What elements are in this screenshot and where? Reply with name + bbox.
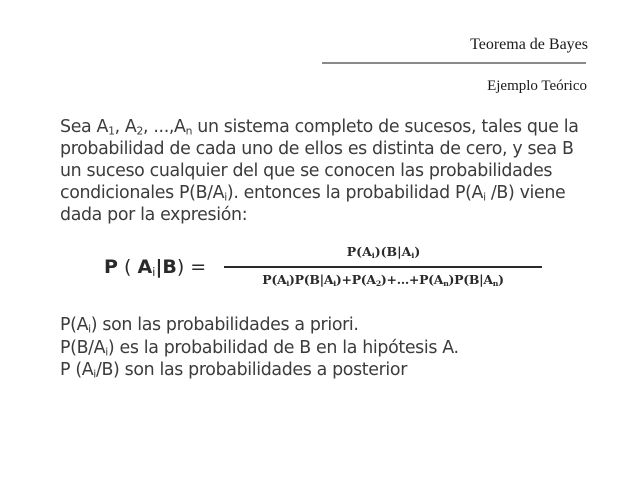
definition-prior (60, 314, 600, 337)
statement-text: un sistema completo de sucesos, tales que la probabilidad de cada uno de ellos es distinta de cero, y sea B un suceso cualquier del que se conocen las probabilidades condicionales P(B/A (60, 117, 579, 203)
formula-a: A (137, 256, 153, 278)
theorem-statement (60, 116, 600, 226)
numerator-text: P(A (346, 244, 372, 259)
subscript: i (88, 322, 91, 336)
subscript: n (492, 278, 499, 288)
definition-text: P(B/A (60, 337, 106, 358)
header-divider (322, 62, 586, 64)
subscript: i (224, 190, 227, 204)
formula-given-b: |B (155, 256, 177, 278)
statement-text: ). entonces la probabilidad P(A (226, 183, 484, 203)
subscript: i (371, 250, 375, 260)
fraction-bar (224, 266, 542, 268)
denominator-text: )P(B|A (448, 272, 493, 287)
subscript: i (93, 367, 96, 381)
formula-denominator (222, 272, 544, 287)
statement-text: , A (114, 117, 137, 137)
subscript: i (333, 278, 336, 288)
subscript: n (185, 124, 193, 138)
header-title: Teorema de Bayes (470, 36, 588, 53)
subscript: i (483, 190, 486, 204)
subscript: 2 (375, 278, 381, 288)
subscript: 2 (136, 124, 143, 138)
numerator-text: ) (414, 244, 421, 259)
definition-text: P (A (60, 360, 94, 380)
definition-posterior (60, 359, 600, 382)
subscript: i (152, 264, 156, 279)
formula-lhs (104, 256, 206, 278)
denominator-text: )+…+P(A (380, 272, 444, 287)
subscript: n (443, 278, 449, 288)
denominator-text: )+P(A (335, 272, 376, 287)
formula-paren: ( (117, 256, 138, 278)
denominator-text: P(A (262, 272, 287, 287)
formula-p: P (104, 256, 118, 278)
definition-text: P(A (60, 315, 89, 335)
formula-numerator (226, 244, 541, 259)
definition-text: ) es la probabilidad de B en la hipótesis A. (107, 337, 459, 358)
statement-text: /B) viene dada por la expresión: (60, 183, 566, 225)
definition-likelihood (60, 337, 600, 360)
denominator-text: )P(B|A (289, 272, 334, 287)
numerator-text: )(B|A (374, 244, 412, 259)
formula-equals: ) = (176, 256, 207, 278)
subscript: i (411, 250, 415, 260)
statement-text: , ...,A (142, 117, 186, 137)
definitions-list (60, 314, 600, 382)
definition-text: ) son las probabilidades a priori. (90, 315, 359, 335)
denominator-text: ) (498, 272, 504, 287)
subscript: i (286, 278, 290, 288)
subscript: 1 (108, 124, 115, 138)
header-subtitle: Ejemplo Teórico (487, 78, 587, 94)
definition-text: /B) son las probabilidades a posterior (95, 360, 407, 380)
statement-text: Sea A (60, 117, 109, 137)
subscript: i (105, 345, 108, 359)
